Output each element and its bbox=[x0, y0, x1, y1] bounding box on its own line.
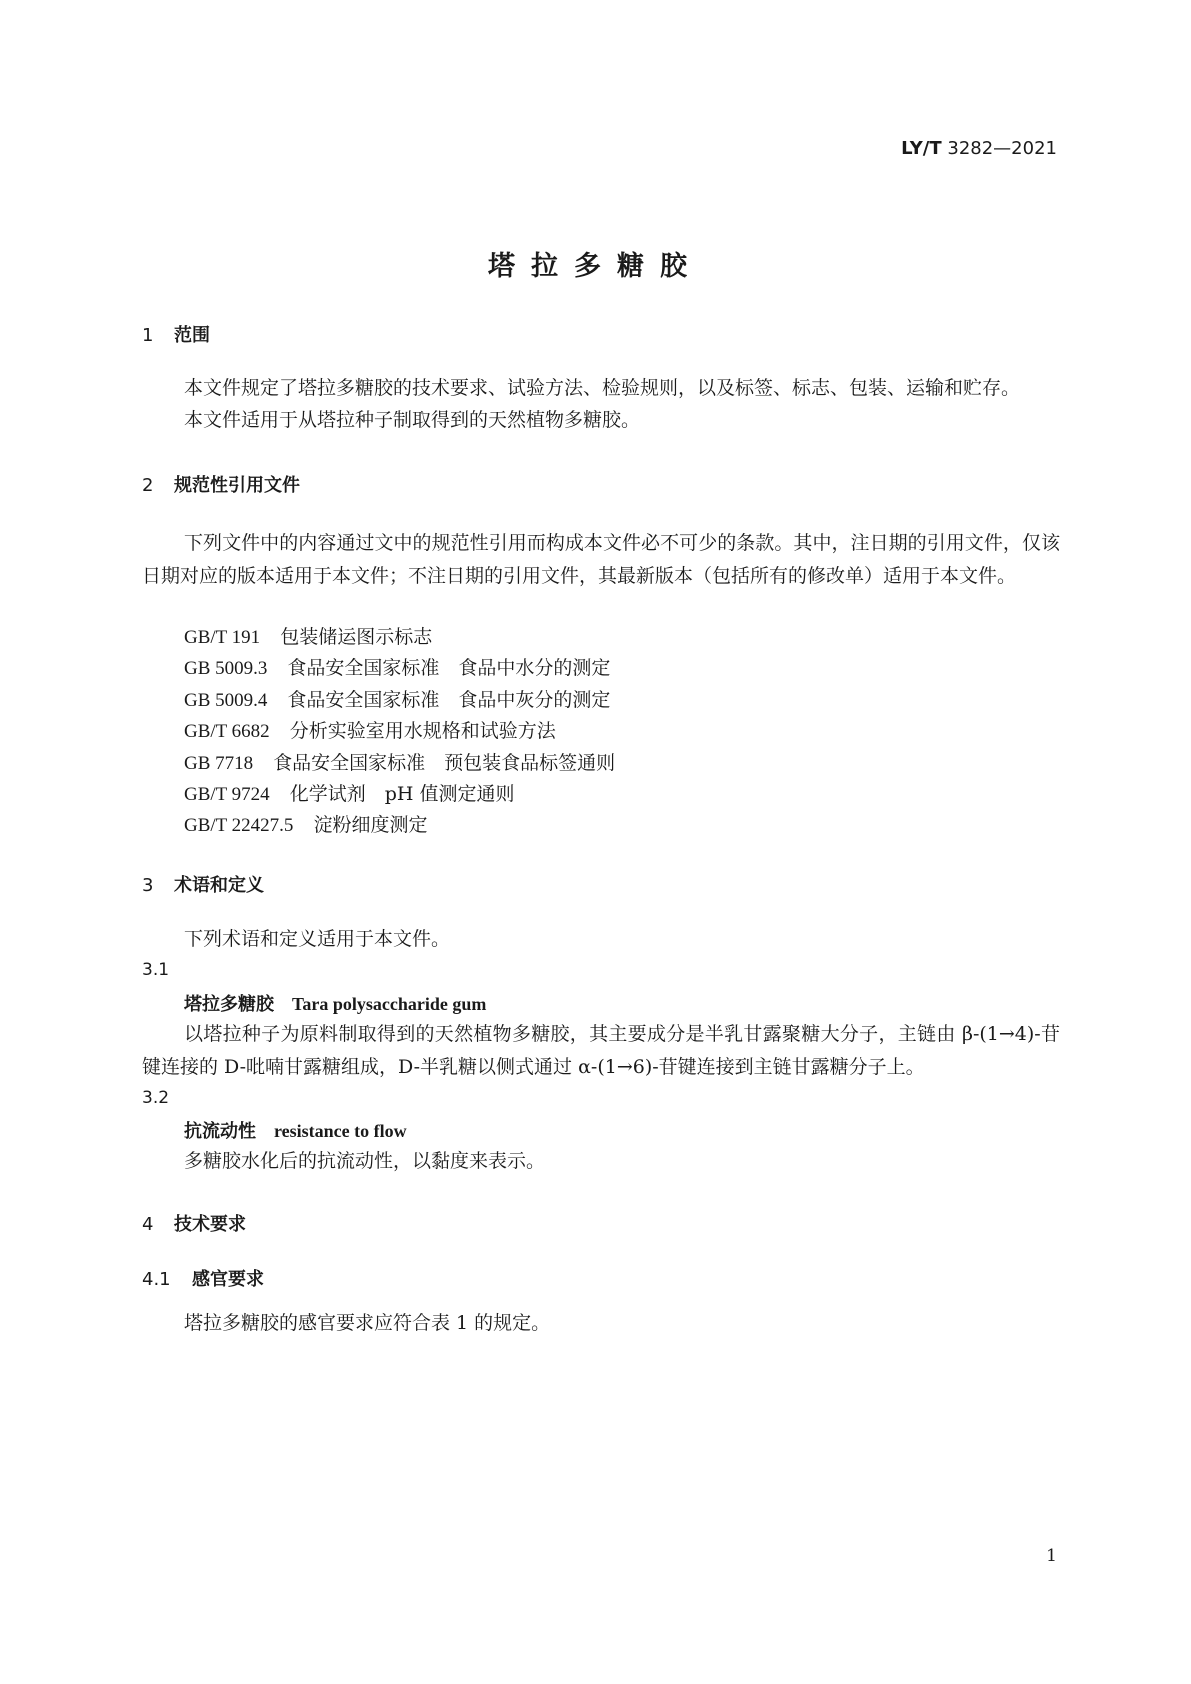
reference-name: 包装储运图示标志 bbox=[280, 626, 433, 648]
document-number-prefix: LY/T bbox=[901, 138, 942, 159]
section-number: 2 bbox=[142, 475, 154, 496]
term-english: resistance to flow bbox=[274, 1121, 407, 1141]
term-chinese: 抗流动性 bbox=[184, 1121, 256, 1142]
section-title: 术语和定义 bbox=[174, 875, 264, 896]
term-english: Tara polysaccharide gum bbox=[292, 994, 487, 1014]
reference-item bbox=[184, 810, 427, 837]
reference-item bbox=[184, 622, 432, 649]
section-3-intro: 下列术语和定义适用于本文件。 bbox=[184, 928, 451, 950]
section-2-intro: 下列文件中的内容通过文中的规范性引用而构成本文件必不可少的条款。其中，注日期的引用文件，仅该日期对应的版本适用于本文件；不注日期的引用文件，其最新版本（包括所有的修改单）适用于本文件。 bbox=[142, 532, 1060, 587]
reference-code: GB/T 6682 bbox=[184, 721, 270, 742]
reference-code: GB 7718 bbox=[184, 753, 254, 774]
term-chinese: 塔拉多糖胶 bbox=[184, 994, 274, 1015]
section-1-paragraph-2: 本文件适用于从塔拉种子制取得到的天然植物多糖胶。 bbox=[184, 409, 641, 431]
page-number: 1 bbox=[1046, 1546, 1057, 1566]
reference-item bbox=[184, 685, 610, 712]
reference-name: 食品安全国家标准 预包装食品标签通则 bbox=[273, 752, 616, 774]
document-number bbox=[901, 138, 1057, 159]
section-title: 规范性引用文件 bbox=[174, 475, 300, 496]
section-number: 1 bbox=[142, 325, 154, 346]
section-2-heading bbox=[142, 471, 300, 497]
clause-3-1-number: 3.1 bbox=[142, 960, 170, 980]
reference-item bbox=[184, 653, 610, 680]
section-number: 4 bbox=[142, 1214, 154, 1235]
reference-code: GB/T 9724 bbox=[184, 784, 270, 805]
section-1-paragraph-1: 本文件规定了塔拉多糖胶的技术要求、试验方法、检验规则，以及标签、标志、包装、运输和贮存。 bbox=[184, 377, 1021, 399]
reference-item bbox=[184, 779, 514, 806]
reference-item bbox=[184, 748, 615, 775]
section-title: 范围 bbox=[174, 325, 210, 346]
section-number: 3 bbox=[142, 875, 154, 896]
reference-code: GB/T 191 bbox=[184, 627, 261, 648]
subsection-4-1-heading bbox=[142, 1265, 264, 1291]
reference-name: 分析实验室用水规格和试验方法 bbox=[289, 720, 556, 742]
reference-name: 淀粉细度测定 bbox=[313, 814, 428, 836]
term-3-2 bbox=[184, 1117, 407, 1143]
reference-code: GB/T 22427.5 bbox=[184, 815, 294, 836]
reference-name: 食品安全国家标准 食品中灰分的测定 bbox=[287, 689, 611, 711]
document-title: 塔拉多糖胶 bbox=[488, 251, 703, 282]
reference-item bbox=[184, 716, 556, 743]
section-title: 技术要求 bbox=[174, 1214, 246, 1235]
term-3-1 bbox=[184, 990, 486, 1016]
reference-code: GB 5009.4 bbox=[184, 690, 268, 711]
reference-name: 食品安全国家标准 食品中水分的测定 bbox=[287, 657, 611, 679]
term-3-2-definition: 多糖胶水化后的抗流动性，以黏度来表示。 bbox=[184, 1150, 546, 1172]
clause-3-2-number: 3.2 bbox=[142, 1088, 170, 1108]
subsection-number: 4.1 bbox=[142, 1269, 171, 1290]
document-number-value: 3282—2021 bbox=[947, 138, 1057, 159]
subsection-4-1-paragraph: 塔拉多糖胶的感官要求应符合表 1 的规定。 bbox=[184, 1312, 551, 1334]
subsection-title: 感官要求 bbox=[192, 1269, 264, 1290]
term-3-1-definition: 以塔拉种子为原料制取得到的天然植物多糖胶，其主要成分是半乳甘露聚糖大分子，主链由 β-(1→4)-苷键连接的 D-吡喃甘露糖组成，D-半乳糖以侧式通过 α-(1→6)-苷键连接到主链甘露糖分子上。 bbox=[142, 1023, 1060, 1078]
reference-name: 化学试剂 pH 值测定通则 bbox=[289, 783, 515, 805]
section-3-heading bbox=[142, 871, 264, 897]
section-1-heading bbox=[142, 321, 210, 347]
section-4-heading bbox=[142, 1210, 246, 1236]
reference-code: GB 5009.3 bbox=[184, 658, 268, 679]
